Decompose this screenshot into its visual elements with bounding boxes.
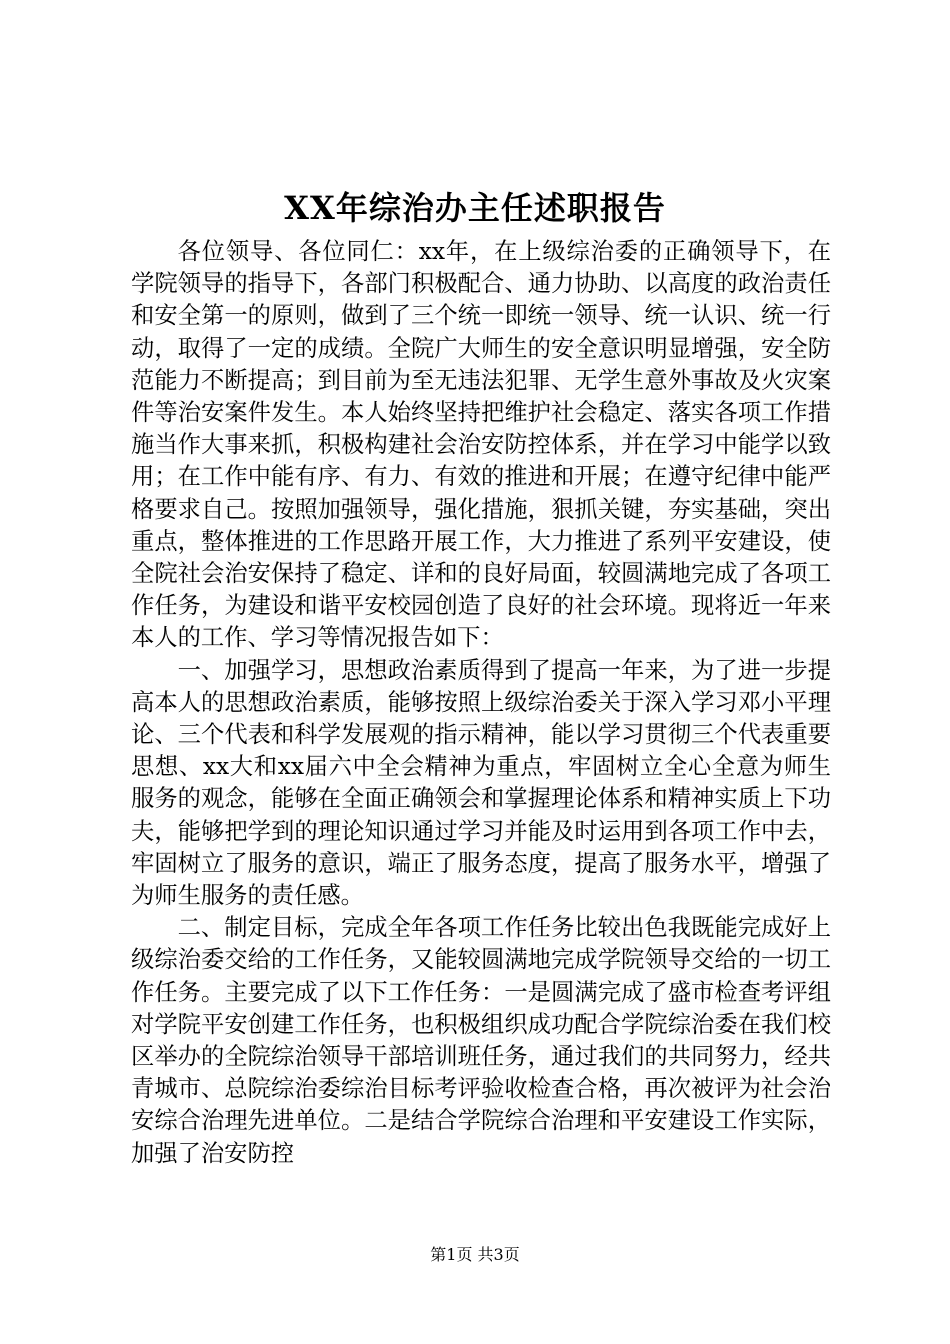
paragraph-section-two: 二、制定目标，完成全年各项工作任务比较出色我既能完成好上级综治委交给的工作任务，又能较圆满地完成学院领导交给的一切工作任务。主要完成了以下工作任务：一是圆满完成了盛市检查考评组对学院平安创建工作任务，也积极组织成功配合学院综治委在我们校区举办的全院综治领导干部培训班任务，通过我们的共同努力，经共青城市、总院综治委综治目标考评验收检查合格，再次被评为社会治安综合治理先进单位。二是结合学院综合治理和平安建设工作实际，加强了治安防控 [131,914,831,1167]
document-body [131,236,831,1170]
paragraph-opening: 各位领导、各位同仁：xx年，在上级综治委的正确领导下，在学院领导的指导下，各部门积极配合、通力协助、以高度的政治责任和安全第一的原则，做到了三个统一即统一领导、统一认识、统一行动，取得了一定的成绩。全院广大师生的安全意识明显增强，安全防范能力不断提高；到目前为至无违法犯罪、无学生意外事故及火灾案件等治安案件发生。本人始终坚持把维护社会稳定、落实各项工作措施当作大事来抓，积极构建社会治安防控体系，并在学习中能学以致用；在工作中能有序、有力、有效的推进和开展；在遵守纪律中能严格要求自己。按照加强领导，强化措施，狠抓关键，夯实基础，突出重点，整体推进的工作思路开展工作，大力推进了系列平安建设，使全院社会治安保持了稳定、详和的良好局面，较圆满地完成了各项工作任务，为建设和谐平安校园创造了良好的社会环境。现将近一年来本人的工作、学习等情况报告如下： [131,238,831,652]
document-title: XX年综治办主任述职报告 [284,189,666,227]
page-number: 第1页 共3页 [430,1245,520,1264]
paragraph-section-one: 一、加强学习，思想政治素质得到了提高一年来，为了进一步提高本人的思想政治素质，能够按照上级综治委关于深入学习邓小平理论、三个代表和科学发展观的指示精神，能以学习贯彻三个代表重要思想、xx大和xx届六中全会精神为重点，牢固树立全心全意为师生服务的观念，能够在全面正确领会和掌握理论体系和精神实质上下功夫，能够把学到的理论知识通过学习并能及时运用到各项工作中去，牢固树立了服务的意识，端正了服务态度，提高了服务水平，增强了为师生服务的责任感。 [131,656,831,910]
